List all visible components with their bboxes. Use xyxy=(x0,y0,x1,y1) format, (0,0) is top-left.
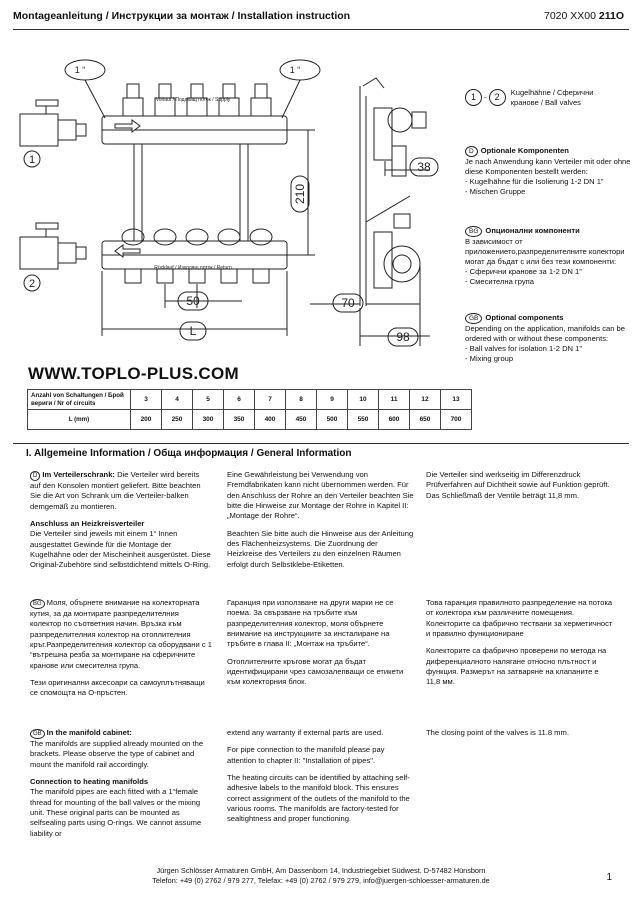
bg-col-2 xyxy=(227,598,415,695)
table-cell: 400 xyxy=(255,410,286,430)
ball-valve-legend: 1 - 2 Kugelhähne / Сферични кранове / Ball valves xyxy=(465,88,635,108)
table-cell: 500 xyxy=(317,410,348,430)
options-gb-item: - Mixing group xyxy=(465,354,514,364)
table-cell: 11 xyxy=(379,390,410,410)
table-cell: 12 xyxy=(410,390,441,410)
table-cell: 9 xyxy=(317,390,348,410)
footer-contact: Telefon: +49 (0) 2762 / 979 277, Telefax: +49 (0) 2762 / 979 279, info@juergen-schloesser-armaturen.de xyxy=(152,876,490,886)
de-heading: Im Verteilerschrank: xyxy=(42,470,115,479)
product-code-suffix: 211O xyxy=(598,10,624,22)
de-col-2 xyxy=(227,470,415,577)
table-cell: 6 xyxy=(224,390,255,410)
table-cell: 450 xyxy=(286,410,317,430)
table-cell: 5 xyxy=(193,390,224,410)
section-title: I. Allgemeine Information / Обща информация / General Information xyxy=(26,448,352,459)
dim-38: 38 xyxy=(417,160,431,174)
supply-label: Vorlauf / Подаващ поток / Supply xyxy=(155,97,231,103)
dim-L: L xyxy=(189,324,197,338)
options-gb-item: - Ball valves for isolation 1-2 DN 1” xyxy=(465,344,582,354)
gb-paragraph: The manifold pipes are each fitted with a 1“female thread for mounting of the ball valves or the mixing unit. These original parts can be mounted as selfsealing parts using O-rings. We cannot assume liability or xyxy=(30,787,202,838)
de-col-1 xyxy=(30,470,212,578)
ball-valve-text: Kugelhähne / Сферични кранове / Ball valves xyxy=(510,88,594,107)
gb-paragraph: The heating circuits can be identified by attaching self-adhesive labels to the manifold block. This ensures correct assignment of the outlets of the manifold to the various rooms. The manifolds are factory-tested for sealtightness and proper functioning. xyxy=(227,772,410,824)
gb-col-2 xyxy=(227,728,415,832)
gb-heading: In the manifold cabinet: xyxy=(46,728,132,737)
options-de-item: - Mischen Gruppe xyxy=(465,187,526,197)
options-bg-item: - Смесителна група xyxy=(465,277,534,287)
lang-tag-gb: GB xyxy=(30,729,45,739)
options-de-title: Optionale Komponenten xyxy=(480,146,569,155)
table-row xyxy=(28,410,472,430)
table-cell: 4 xyxy=(162,390,193,410)
bg-paragraph: Гаранция при използване на други марки не се поема. За свързване на тръбите към разпределителния колектор, моля обърнете внимание на инструкциите за инсталиране на тръбите в глава II: „Монтаж на тръбите“. xyxy=(227,598,394,649)
table-cell: 600 xyxy=(379,410,410,430)
bg-paragraph: Това гаранция правилното разпределение на потока от колектора към различните помещения. Колекторите са фабрично тествани за херметичност и правилно функциониране xyxy=(426,598,613,638)
header-divider xyxy=(13,29,629,30)
table-cell: 650 xyxy=(410,410,441,430)
table-cell: 350 xyxy=(224,410,255,430)
product-code-prefix: 7020 XX00 xyxy=(544,10,596,22)
options-bg-item: - Сферични кранове за 1-2 DN 1” xyxy=(465,267,582,277)
table-cell: 13 xyxy=(441,390,472,410)
section-divider xyxy=(13,443,629,444)
bg-paragraph: Моля, обърнете внимание на колекторната кутия, за да монтирате разпределителния колектор по съответния начин. Връзка към разпределителния колектор на отоплителния кръг.Разпределителния колектор са оборудвани с 1 “вътрешна резба за монтиране на сферичните кранове или смесителна група. xyxy=(30,598,212,670)
dim-210: 210 xyxy=(293,183,307,205)
table-cell: 250 xyxy=(162,410,193,430)
options-de-item: - Kugelhähne für die Isolierung 1-2 DN 1” xyxy=(465,177,604,187)
table-cell: 3 xyxy=(131,390,162,410)
de-paragraph: Eine Gewährleistung bei Verwendung von Fremdfabrikaten kann nicht übernommen werden. Für den Anschluss der Rohre an den Verteiler beachten Sie bitte die Hinweise zur Montage der Rohre in Kapitel II: „Montage der Rohre“. xyxy=(227,470,414,521)
bg-col-3 xyxy=(426,598,614,695)
lang-tag-de: D xyxy=(30,471,40,481)
options-de-body: Je nach Anwendung kann Verteiler mit oder ohne diese Komponenten bestellt werden: xyxy=(465,157,631,177)
gb-paragraph: The manifolds are supplied already mounted on the brackets. Please observe the type of cabinet and mount the manifold rail accordingly. xyxy=(30,739,204,769)
circuits-table xyxy=(27,389,472,430)
de-paragraph: Beachten Sie bitte auch die Hinweise aus der Anleitung des Flächenheizsystems. Die Zuordnung der Heizkreise des Verteilers zu den einzelnen Räumen erfolgt durch Selbstklebe-Etiketten. xyxy=(227,528,414,569)
de-paragraph: Die Verteiler sind werkseitig im Differenzdruck Prüfverfahren auf Dichtheit sowie auf Funktion geprüft. Das Schließmaß der Ventile beträgt 11,8 mm. xyxy=(426,470,610,500)
label-2: 2 xyxy=(28,278,36,290)
bg-paragraph: Тези оригинални аксесоари са самоуплътняващи се спомощта на О-пръстен. xyxy=(30,677,205,698)
table-row xyxy=(28,390,472,410)
gb-col-3 xyxy=(426,728,614,745)
return-label: Rücklauf / Изходящ поток / Return xyxy=(154,265,232,271)
lang-tag-bg: BG xyxy=(30,599,45,609)
de-paragraph: Die Verteiler sind jeweils mit einem 1“ Innen ausgestattet Gewinde für die Montage der Kugelhähne oder der Mischeinheit ausgerüstet. Diese Original-Zubehöre sind selbstdichtend mittels O-Ring. xyxy=(30,529,211,570)
footer xyxy=(0,866,642,886)
options-gb xyxy=(465,313,640,364)
label-1: 1 xyxy=(28,154,36,166)
gb-heading: Connection to heating manifolds xyxy=(30,776,149,786)
de-paragraph: Die Verteiler wird bereits auf den Konsolen montiert geliefert. Bitte beachten Sie die Art von Schrank um die Verteiler-balken demgemäß zu montieren. xyxy=(30,470,201,511)
dim-70: 70 xyxy=(341,296,355,310)
table-cell: 550 xyxy=(348,410,379,430)
options-bg-title: Опционални компоненти xyxy=(485,226,580,235)
table-cell: 10 xyxy=(348,390,379,410)
lang-tag-bg: BG xyxy=(465,226,482,237)
options-bg xyxy=(465,226,640,287)
footer-address: Jürgen Schlösser Armaturen GmbH, Am Dassenborn 14, Industriegebiet Südwest, D-57482 Hünsborn xyxy=(156,866,486,875)
bg-paragraph: Колекторите са фабрично проверени по метода на диференциалното налягане относно плътност и функция. Размерът на затваряне на клапаните е 11,8 мм. xyxy=(426,646,607,687)
table-header-length: L (mm) xyxy=(28,410,131,430)
lang-tag-gb: GB xyxy=(465,313,482,324)
table-cell: 300 xyxy=(193,410,224,430)
website-link[interactable]: WWW.TOPLO-PLUS.COM xyxy=(28,364,239,383)
table-header-circuits: Anzahl von Schaltungen / Брой вериги / Nr of circuits xyxy=(28,390,131,410)
document-title: Montageanleitung / Инструкции за монтаж / Installation instruction xyxy=(13,10,351,22)
legend-num-2: 2 xyxy=(489,89,506,106)
gb-paragraph: For pipe connection to the manifold please pay attention to chapter II: "Installation of pipes". xyxy=(227,745,385,765)
de-col-3 xyxy=(426,470,614,508)
gb-paragraph: The closing point of the valves is 11.8 mm. xyxy=(426,728,569,737)
gb-paragraph: extend any warranty if external parts are used. xyxy=(227,728,384,737)
dim-50: 50 xyxy=(186,294,200,308)
lang-tag-de: D xyxy=(465,146,478,157)
table-cell: 700 xyxy=(441,410,472,430)
gb-col-1 xyxy=(30,728,212,846)
dim-1inch-left: 1 “ xyxy=(74,65,86,75)
options-gb-title: Optional components xyxy=(485,313,564,322)
product-code xyxy=(544,10,624,22)
options-gb-body: Depending on the application, manifolds can be ordered with or without these components: xyxy=(465,324,626,344)
table-cell: 8 xyxy=(286,390,317,410)
page-number: 1 xyxy=(606,872,612,883)
table-cell: 7 xyxy=(255,390,286,410)
dim-1inch-right: 1 “ xyxy=(289,65,301,75)
manifold-technical-drawing xyxy=(10,36,442,366)
de-heading: Anschluss an Heizkreisverteiler xyxy=(30,518,145,528)
bg-col-1 xyxy=(30,598,212,706)
options-bg-body: В зависимост от приложението,разпределителните колектори могат да бъдат с или без тези компоненти: xyxy=(465,237,625,267)
bg-paragraph: Отоплителните кръгове могат да бъдат идентифицирани чрез самозалепващи се етикети към колекторния блок. xyxy=(227,656,404,687)
table-cell: 200 xyxy=(131,410,162,430)
dim-98: 98 xyxy=(396,330,410,344)
legend-num-1: 1 xyxy=(465,89,482,106)
options-de xyxy=(465,146,640,197)
